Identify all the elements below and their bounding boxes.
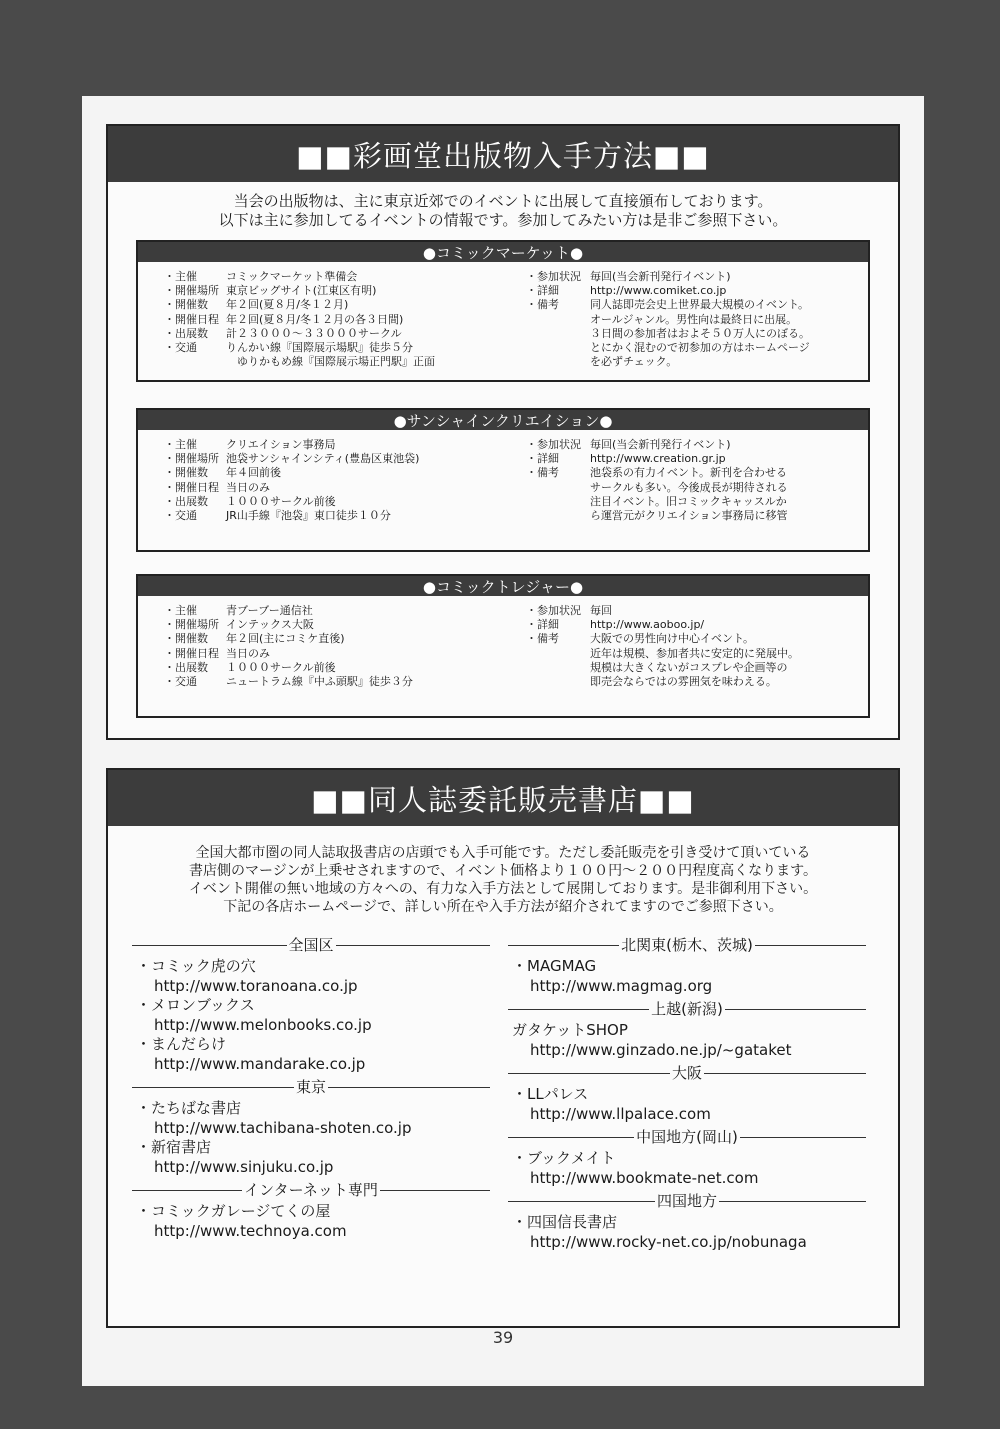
- shop-name: ・四国信長書店: [512, 1213, 618, 1231]
- detail-row: [164, 298, 526, 312]
- divider: [508, 945, 619, 946]
- detail-row: [526, 618, 868, 632]
- detail-label: ・開催数: [164, 632, 208, 646]
- detail-value: １０００サークル前後: [226, 494, 336, 508]
- event-details-left: [164, 604, 526, 689]
- detail-row: [164, 647, 526, 661]
- event-details-left: [164, 270, 526, 369]
- section-title: ■■同人誌委託販売書店■■: [108, 770, 898, 826]
- detail-value: http://www.comiket.co.jp: [590, 284, 727, 298]
- region-name: インターネット専門: [244, 1180, 378, 1199]
- detail-row: [164, 284, 526, 298]
- detail-row: [164, 270, 526, 284]
- consignment-shops-section: [106, 768, 900, 1328]
- detail-label: ・交通: [164, 341, 197, 355]
- detail-label: ・主催: [164, 438, 197, 451]
- shop-url[interactable]: http://www.sinjuku.co.jp: [154, 1157, 334, 1176]
- region-name: 東京: [296, 1077, 327, 1096]
- region-header: [508, 1128, 866, 1147]
- detail-label: ・開催日程: [164, 312, 219, 326]
- document-page: [82, 96, 924, 1386]
- detail-row: [164, 618, 526, 632]
- detail-label: ・備考: [526, 298, 559, 312]
- page-number: 39: [492, 1328, 514, 1347]
- detail-label: ・出展数: [164, 660, 208, 674]
- shop-url[interactable]: http://www.melonbooks.co.jp: [154, 1015, 372, 1034]
- event-details: [138, 430, 868, 523]
- detail-row: [164, 452, 526, 466]
- detail-label: ・交通: [164, 509, 197, 523]
- detail-label: ・参加状況: [526, 270, 581, 283]
- detail-value: 毎回(当会新刊発行イベント): [590, 438, 731, 451]
- detail-value: クリエイション事務局: [226, 438, 336, 451]
- detail-label: ・詳細: [526, 284, 559, 298]
- event-details-left: [164, 438, 526, 523]
- detail-value: 青ブーブー通信社: [226, 604, 313, 617]
- shop-url[interactable]: http://www.tachibana-shoten.co.jp: [154, 1118, 412, 1137]
- detail-value: 年２回(夏８月/冬１２月の各３日間): [226, 312, 404, 326]
- detail-row: [164, 661, 526, 675]
- shop-column-left: [132, 936, 490, 1252]
- detail-value: １０００サークル前後: [226, 660, 336, 674]
- shop-name: ガタケットSHOP: [512, 1021, 628, 1039]
- divider: [328, 1087, 490, 1088]
- detail-row: [164, 341, 526, 369]
- region-header: [508, 936, 866, 955]
- event-details: [138, 262, 868, 369]
- detail-value: http://www.creation.gr.jp: [590, 452, 726, 466]
- detail-row: [164, 495, 526, 509]
- detail-row: [526, 284, 868, 298]
- event-details-right: [526, 270, 868, 369]
- region-name: 大阪: [672, 1063, 703, 1082]
- detail-value: 年４回前後: [226, 466, 281, 480]
- detail-value: 大阪での男性向け中心イベント。 近年は規模、参加者共に安定的に発展中。 規模は大きくないがコスプレや企画等の 即売会ならではの雰囲気を味わえる。: [590, 632, 799, 689]
- event-box: [136, 574, 870, 718]
- shop-url[interactable]: http://www.llpalace.com: [530, 1104, 711, 1123]
- event-details: [138, 596, 868, 689]
- shop-name: ・たちばな書店: [136, 1099, 242, 1117]
- divider: [508, 1009, 649, 1010]
- detail-value: http://www.aoboo.jp/: [590, 618, 705, 632]
- detail-row: [164, 604, 526, 618]
- detail-value: 当日のみ: [226, 480, 270, 494]
- detail-label: ・開催日程: [164, 646, 219, 660]
- shop-url[interactable]: http://www.ginzado.ne.jp/~gataket: [530, 1040, 792, 1059]
- detail-label: ・詳細: [526, 618, 559, 632]
- shop-name: ・メロンブックス: [136, 996, 255, 1014]
- detail-value: 毎回: [590, 604, 612, 617]
- shop-url[interactable]: http://www.technoya.com: [154, 1221, 347, 1240]
- detail-label: ・交通: [164, 675, 197, 689]
- divider: [508, 1137, 634, 1138]
- detail-label: ・参加状況: [526, 438, 581, 451]
- divider: [719, 1201, 866, 1202]
- detail-value: 池袋サンシャインシティ(豊島区東池袋): [226, 452, 420, 466]
- detail-value: 年２回(夏８月/冬１２月): [226, 298, 349, 312]
- shop-directory: [132, 936, 878, 1252]
- detail-row: [164, 438, 526, 452]
- detail-label: ・主催: [164, 604, 197, 617]
- shop-name: ・ブックメイト: [512, 1149, 616, 1167]
- region-header: [132, 1078, 490, 1097]
- detail-label: ・開催日程: [164, 480, 219, 494]
- shop-name: ・コミックガレージてくの屋: [136, 1202, 331, 1220]
- detail-row: [526, 466, 868, 523]
- event-box: [136, 408, 870, 552]
- event-details-right: [526, 438, 868, 523]
- detail-label: ・開催数: [164, 466, 208, 480]
- detail-row: [164, 481, 526, 495]
- shop-name: ・新宿書店: [136, 1138, 212, 1156]
- shop-column-right: [508, 936, 866, 1252]
- detail-value: 毎回(当会新刊発行イベント): [590, 270, 731, 283]
- detail-label: ・開催数: [164, 298, 208, 312]
- divider: [132, 1190, 242, 1191]
- divider: [725, 1009, 866, 1010]
- divider: [132, 945, 287, 946]
- divider: [755, 945, 866, 946]
- detail-label: ・出展数: [164, 494, 208, 508]
- region-header: [508, 1192, 866, 1211]
- event-details-right: [526, 604, 868, 689]
- detail-row: [526, 604, 868, 618]
- event-box: [136, 240, 870, 382]
- divider: [704, 1073, 866, 1074]
- region-header: [132, 936, 490, 955]
- detail-value: 東京ビッグサイト(江東区有明): [226, 284, 377, 298]
- shop-url[interactable]: http://www.magmag.org: [530, 976, 713, 995]
- region-header: [132, 1181, 490, 1200]
- detail-label: ・出展数: [164, 326, 208, 340]
- detail-row: [526, 270, 868, 284]
- shop-url[interactable]: http://www.toranoana.co.jp: [154, 976, 358, 995]
- detail-label: ・備考: [526, 632, 559, 646]
- detail-row: [526, 298, 868, 369]
- detail-label: ・詳細: [526, 452, 559, 466]
- divider: [380, 1190, 490, 1191]
- region-header: [508, 1000, 866, 1019]
- region-name: 上越(新潟): [651, 999, 723, 1018]
- detail-label: ・開催場所: [164, 618, 219, 632]
- region-name: 四国地方: [657, 1191, 718, 1210]
- region-header: [508, 1064, 866, 1083]
- shop-name: ・コミック虎の穴: [136, 957, 256, 975]
- detail-value: 計２３０００～３３０００サークル: [226, 326, 402, 340]
- detail-row: [526, 452, 868, 466]
- shop-url[interactable]: http://www.mandarake.co.jp: [154, 1054, 366, 1073]
- region-name: 全国区: [288, 935, 334, 954]
- purchase-methods-section: [106, 124, 900, 740]
- section-intro: 当会の出版物は、主に東京近郊でのイベントに出展して直接頒布しております。 以下は主に参加してるイベントの情報です。参加してみたい方は是非ご参照下さい。: [218, 192, 788, 229]
- section-title: ■■彩画堂出版物入手方法■■: [108, 126, 898, 182]
- divider: [740, 1137, 866, 1138]
- detail-row: [164, 675, 526, 689]
- detail-row: [164, 466, 526, 480]
- detail-row: [526, 438, 868, 452]
- detail-label: ・開催場所: [164, 284, 219, 298]
- detail-row: [526, 632, 868, 689]
- section-intro: 全国大都市圏の同人誌取扱書店の店頭でも入手可能です。ただし委託販売を引き受けて頂いている 書店側のマージンが上乗せされますので、イベント価格より１００円～２００円程度高くなります。 イベント開催の無い地域の方々への、有力な入手方法として展開しております。是非御利用下さい。 下記の各店ホームページで、詳しい所在や入手方法が紹介されてますのでご参照下さい。: [188, 845, 818, 915]
- detail-label: ・開催場所: [164, 452, 219, 466]
- shop-url[interactable]: http://www.bookmate-net.com: [530, 1168, 759, 1187]
- divider: [508, 1201, 655, 1202]
- detail-row: [164, 313, 526, 327]
- detail-row: [164, 327, 526, 341]
- detail-value: ニュートラム線『中ふ頭駅』徒歩３分: [226, 675, 413, 689]
- region-name: 北関東(栃木、茨城): [621, 935, 753, 954]
- detail-row: [164, 632, 526, 646]
- detail-value: 同人誌即売会史上世界最大規模のイベント。 オールジャンル。男性向は最終日に出展。 ３日間の参加者はおよそ５０万人にのぼる。 とにかく混むので初参加の方はホームページ を必ずチェック。: [590, 298, 810, 369]
- event-title: ●サンシャインクリエイション●: [138, 410, 868, 430]
- detail-row: [164, 509, 526, 523]
- shop-url[interactable]: http://www.rocky-net.co.jp/nobunaga: [530, 1232, 807, 1251]
- detail-value: コミックマーケット準備会: [226, 270, 358, 283]
- detail-value: 池袋系の有力イベント。新刊を合わせる サークルも多い。今後成長が期待される 注目イベント。旧コミックキャッスルか ら運営元がクリエイション事務局に移管: [590, 466, 788, 523]
- event-title: ●コミックトレジャー●: [138, 576, 868, 596]
- shop-name: ・MAGMAG: [512, 957, 597, 975]
- detail-label: ・主催: [164, 270, 197, 283]
- detail-value: 年２回(主にコミケ直後): [226, 632, 345, 646]
- detail-value: りんかい線『国際展示場駅』徒歩５分 ゆりかもめ線『国際展示場正門駅』正面: [226, 341, 435, 369]
- event-title: ●コミックマーケット●: [138, 242, 868, 262]
- divider: [336, 945, 491, 946]
- divider: [508, 1073, 670, 1074]
- detail-value: JR山手線『池袋』東口徒歩１０分: [226, 509, 391, 523]
- detail-label: ・参加状況: [526, 604, 581, 617]
- divider: [132, 1087, 294, 1088]
- shop-name: ・LLパレス: [512, 1085, 589, 1103]
- region-name: 中国地方(岡山): [636, 1127, 738, 1146]
- detail-label: ・備考: [526, 466, 559, 480]
- detail-value: 当日のみ: [226, 646, 270, 660]
- detail-value: インテックス大阪: [226, 618, 314, 632]
- shop-name: ・まんだらけ: [136, 1035, 227, 1053]
